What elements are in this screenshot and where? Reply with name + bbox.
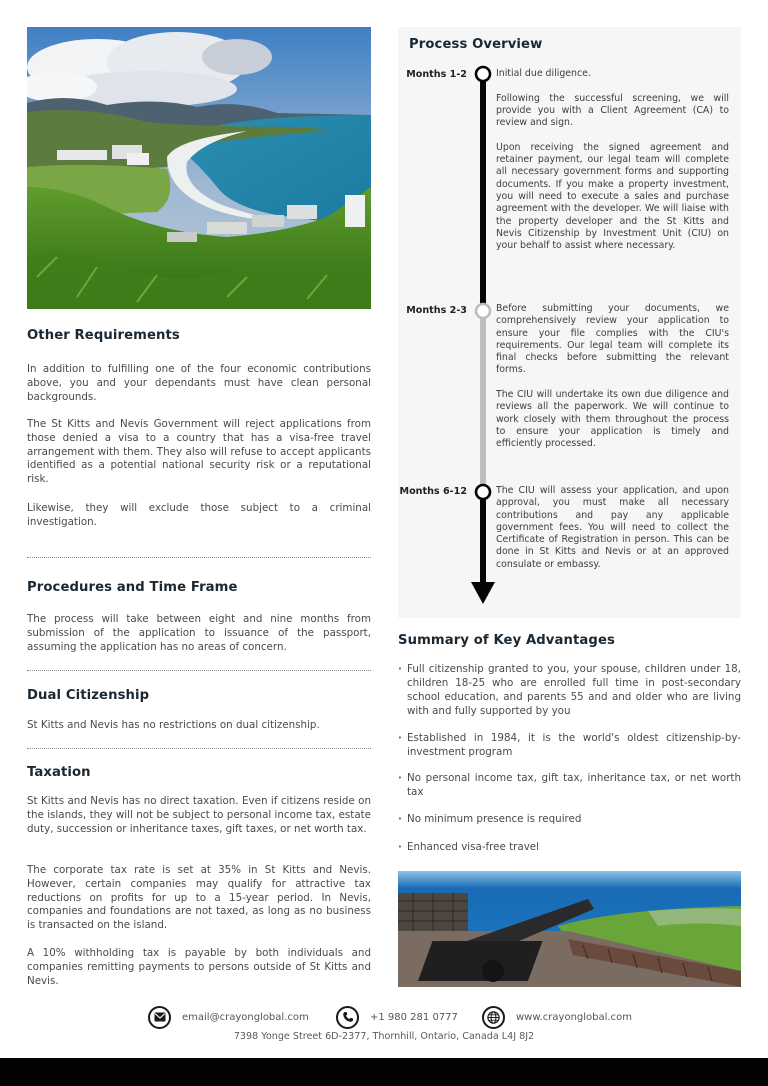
advantages-list bbox=[398, 663, 741, 868]
section-title-other-requirements: Other Requirements bbox=[27, 328, 180, 343]
process-overview-title: Process Overview bbox=[409, 37, 543, 52]
section-title-procedures: Procedures and Time Frame bbox=[27, 580, 238, 595]
timeline-milestone-1 bbox=[476, 67, 490, 81]
advantages-title: Summary of Key Advantages bbox=[398, 633, 615, 648]
envelope-icon bbox=[148, 1006, 171, 1029]
taxation-paragraph: A 10% withholding tax is payable by both individuals and companies remitting payments to persons outside of St Kitts and Nevis. bbox=[27, 947, 371, 987]
stage-paragraph: The CIU will assess your application, and upon approval, you must make all necessary contributions and pay any applicable government fees. You will need to collect the Certificate of Registration in person. This can be done in St Kitts and Nevis or at an approved consulate or embassy. bbox=[496, 485, 729, 570]
process-overview-panel bbox=[398, 27, 741, 618]
procedures-paragraph: The process will take between eight and nine months from submission of the application to issuance of the passport, assuming the application has no areas of concern. bbox=[27, 613, 371, 653]
dotted-divider bbox=[27, 557, 371, 558]
other-requirements-paragraph: The St Kitts and Nevis Government will reject applications from those denied a visa to a country that has a visa-free travel arrangement with them. They also will refuse to accept applicants identified as a potential national security risk or a reputational risk. bbox=[27, 418, 371, 486]
advantage-item: · Established in 1984, it is the world's oldest citizenship-by-investment program bbox=[398, 732, 741, 760]
timeline-milestone-2 bbox=[476, 304, 490, 318]
stage-paragraph: Following the successful screening, we will provide you with a Client Agreement (CA) to review and sign. bbox=[496, 92, 729, 129]
dual-citizenship-paragraph: St Kitts and Nevis has no restrictions on dual citizenship. bbox=[27, 719, 320, 731]
section-title-dual-citizenship: Dual Citizenship bbox=[27, 688, 150, 703]
footer-contacts bbox=[0, 1004, 768, 1030]
timeline-arrow-icon bbox=[471, 582, 495, 604]
cannon-photo bbox=[398, 871, 741, 987]
stage-paragraph: Before submitting your documents, we comprehensively review your application to ensure your file complies with the CIU's requirements. Our legal team will complete its final checks before submitting the relevant forms. bbox=[496, 303, 729, 376]
left-column bbox=[27, 27, 371, 987]
footer-website-text[interactable]: www.crayonglobal.com bbox=[516, 1011, 632, 1023]
stage-paragraph: Initial due diligence. bbox=[496, 68, 591, 79]
globe-icon bbox=[482, 1006, 505, 1029]
stage-description bbox=[496, 68, 729, 252]
footer-email-text[interactable]: email@crayonglobal.com bbox=[182, 1011, 309, 1023]
stage-paragraph: The CIU will undertake its own due diligence and reviews all the paperwork. We will continue to work closely with them throughout the process to ensure your application is timely and efficiently processed. bbox=[496, 389, 729, 450]
footer-address: 7398 Yonge Street 6D-2377, Thornhill, Ontario, Canada L4J 8J2 bbox=[233, 1031, 535, 1042]
footer-email[interactable] bbox=[148, 1004, 309, 1030]
advantage-item: · Full citizenship granted to you, your spouse, children under 18, children 18-25 who are enrolled full time in post-secondary school education, and parents 55 and and older who are living with and fully supported by you bbox=[398, 663, 741, 719]
stage-description bbox=[496, 303, 729, 451]
footer-website[interactable] bbox=[482, 1004, 632, 1030]
dotted-divider bbox=[27, 670, 371, 671]
other-requirements-paragraph: In addition to fulfilling one of the four economic contributions above, you and your dependants must have clean personal backgrounds. bbox=[27, 363, 371, 403]
other-requirements-paragraph: Likewise, they will exclude those subject to a criminal investigation. bbox=[27, 502, 371, 528]
bottom-bar bbox=[0, 1058, 768, 1086]
taxation-paragraph: The corporate tax rate is set at 35% in St Kitts and Nevis. However, certain companies may qualify for attractive tax reductions on profits for up to a 15-year period. In Nevis, companies and foundations are not taxed, as long as no business is transacted on the island. bbox=[27, 864, 371, 932]
footer-phone-text[interactable]: +1 980 281 0777 bbox=[370, 1011, 458, 1023]
hero-photo-coastline bbox=[27, 27, 371, 309]
stage-paragraph: Upon receiving the signed agreement and retainer payment, our legal team will complete all necessary government forms and supporting documents. If you make a property investment, you will need to execute a sales and purchase agreement with the developer. We will liaise with the property developer and the St Kitts and Nevis Citizenship by Investment Unit (CIU) on your behalf to assist where necessary. bbox=[496, 141, 729, 252]
advantage-item: · Enhanced visa-free travel bbox=[398, 841, 741, 855]
advantage-item: · No personal income tax, gift tax, inheritance tax, or net worth tax bbox=[398, 772, 741, 800]
phone-icon bbox=[336, 1006, 359, 1029]
footer-phone[interactable] bbox=[336, 1004, 458, 1030]
advantage-item: · No minimum presence is required bbox=[398, 813, 741, 827]
section-title-taxation: Taxation bbox=[27, 765, 91, 780]
stage-label: Months 2-3 bbox=[406, 305, 467, 316]
stage-label: Months 6-12 bbox=[399, 486, 467, 497]
timeline-milestone-3 bbox=[476, 485, 490, 499]
stage-description bbox=[496, 485, 729, 571]
stage-label: Months 1-2 bbox=[406, 69, 467, 80]
dotted-divider bbox=[27, 748, 371, 749]
taxation-paragraph: St Kitts and Nevis has no direct taxation. Even if citizens reside on the islands, they will not be subject to personal income tax, estate duty, succession or inheritance taxes, gift taxes, or net worth tax. bbox=[27, 795, 371, 835]
